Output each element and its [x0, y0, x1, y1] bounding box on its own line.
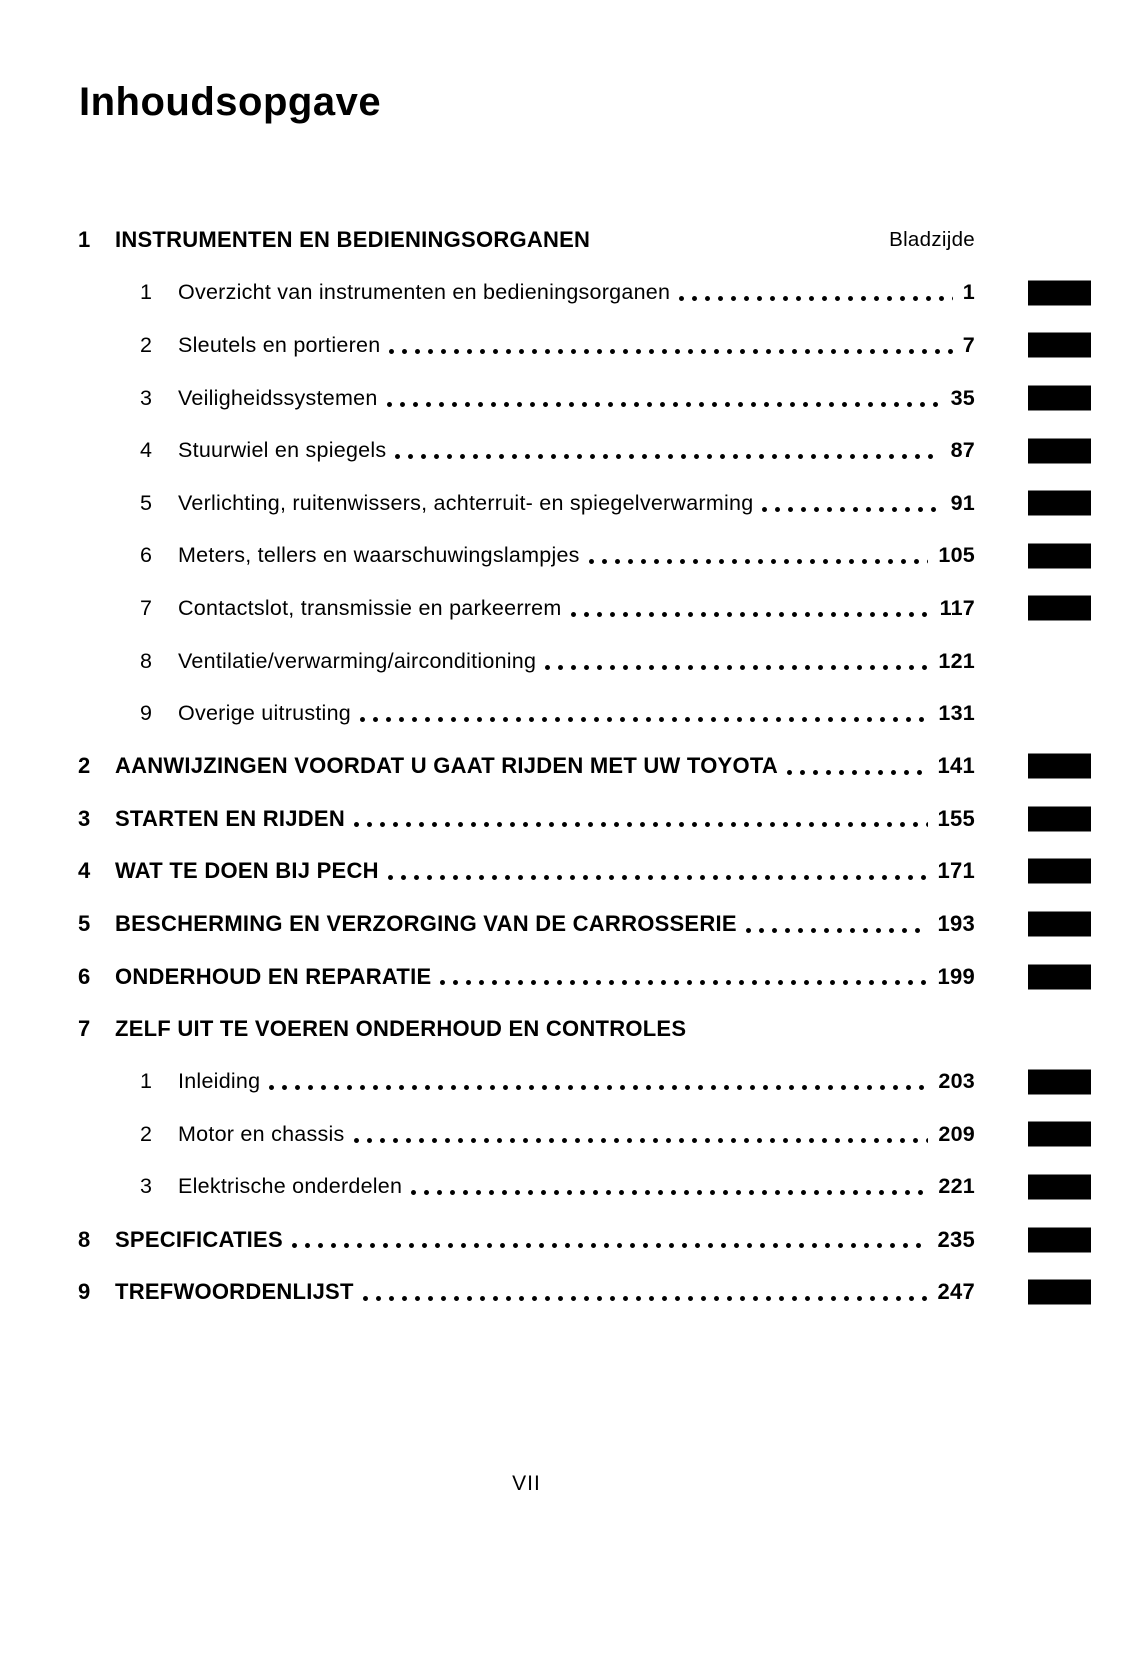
entry-label: ONDERHOUD EN REPARATIE [115, 963, 432, 989]
entry-label: Inleiding [178, 1069, 261, 1094]
entry-number: 3 [78, 805, 91, 831]
toc-entry [78, 1213, 975, 1266]
entry-label: Ventilatie/verwarming/airconditioning [178, 648, 537, 673]
index-tab-marker [1028, 964, 1091, 989]
entry-label: WAT TE DOEN BIJ PECH [115, 858, 379, 884]
leader-dots [388, 875, 928, 880]
entry-number: 1 [140, 1069, 153, 1094]
entry-page: 221 [938, 1174, 975, 1199]
entry-number: 8 [140, 648, 153, 673]
leader-dots [679, 296, 953, 301]
entry-page: 171 [937, 858, 975, 884]
entry-label: BESCHERMING EN VERZORGING VAN DE CARROSSERIE [115, 911, 737, 937]
entry-page: 131 [938, 701, 975, 726]
entry-number: 5 [78, 911, 91, 937]
toc-entry [78, 793, 975, 846]
index-tab-marker [1028, 754, 1091, 779]
entry-page: 35 [950, 385, 975, 410]
entry-page: 121 [938, 648, 975, 673]
leader-dots [440, 980, 927, 985]
leader-dots [387, 402, 941, 407]
entry-number: 4 [78, 858, 91, 884]
entry-number: 6 [140, 543, 153, 568]
toc-entry [78, 898, 975, 951]
index-tab-marker [1028, 1174, 1091, 1199]
entry-label: Stuurwiel en spiegels [178, 438, 387, 463]
leader-dots [571, 612, 930, 617]
entry-page: 193 [937, 911, 975, 937]
entry-number: 4 [140, 438, 153, 463]
toc-entry [78, 477, 975, 530]
toc-entry [78, 424, 975, 477]
entry-number: 2 [140, 1121, 153, 1146]
leader-dots [360, 717, 928, 722]
entry-label: Meters, tellers en waarschuwingslampjes [178, 543, 580, 568]
entry-page: 7 [962, 332, 975, 357]
toc-entry [78, 1056, 975, 1109]
toc-list [78, 214, 975, 1318]
entry-number: 9 [140, 701, 153, 726]
entry-number: 7 [140, 595, 153, 620]
index-tab-marker [1028, 280, 1091, 305]
index-tab-marker [1028, 859, 1091, 884]
entry-page: 117 [939, 595, 975, 620]
leader-dots [269, 1085, 928, 1090]
page-title: Inhoudsopgave [79, 80, 382, 124]
entry-label: SPECIFICATIES [115, 1226, 283, 1252]
entry-label: STARTEN EN RIJDEN [115, 805, 345, 831]
entry-label: INSTRUMENTEN EN BEDIENINGSORGANEN [115, 227, 591, 253]
toc-entry [78, 1108, 975, 1161]
toc-entry [78, 687, 975, 740]
leader-dots [746, 928, 928, 933]
entry-page: 155 [937, 805, 975, 831]
index-tab-marker [1028, 912, 1091, 937]
entry-label: Verlichting, ruitenwissers, achterruit- en spiegelverwarming [178, 490, 754, 515]
index-tab-marker [1028, 1122, 1091, 1147]
entry-label: AANWIJZINGEN VOORDAT U GAAT RIJDEN MET UW TOYOTA [115, 753, 779, 779]
leader-dots [389, 349, 952, 354]
toc-entry [78, 530, 975, 583]
leader-dots [411, 1190, 928, 1195]
index-tab-marker [1028, 386, 1091, 411]
toc-entry [78, 740, 975, 793]
entry-label: Sleutels en portieren [178, 332, 381, 357]
entry-number: 7 [78, 1016, 91, 1042]
entry-page: 235 [937, 1226, 975, 1252]
index-tab-marker [1028, 438, 1091, 463]
toc-entry [78, 1161, 975, 1214]
entry-number: 8 [78, 1226, 91, 1252]
entry-label: Elektrische onderdelen [178, 1174, 403, 1199]
index-tab-marker [1028, 1280, 1091, 1305]
entry-page: 91 [950, 490, 975, 515]
entry-number: 6 [78, 963, 91, 989]
entry-number: 9 [78, 1279, 91, 1305]
toc-entry [78, 582, 975, 635]
entry-label: ZELF UIT TE VOEREN ONDERHOUD EN CONTROLES [115, 1016, 687, 1042]
leader-dots [787, 770, 928, 775]
toc-entry [78, 319, 975, 372]
entry-label: Veiligheidssystemen [178, 385, 378, 410]
page-number-footer: VII [512, 1472, 541, 1495]
toc-entry [78, 1003, 975, 1056]
page-column-header: Bladzijde [889, 228, 975, 252]
leader-dots [363, 1296, 928, 1301]
leader-dots [545, 665, 928, 670]
index-tab-marker [1028, 596, 1091, 621]
entry-number: 2 [78, 753, 91, 779]
entry-page: 105 [938, 543, 975, 568]
entry-page: 87 [950, 438, 975, 463]
entry-page: 199 [937, 963, 975, 989]
entry-number: 1 [140, 280, 153, 305]
index-tab-marker [1028, 806, 1091, 831]
entry-number: 3 [140, 1174, 153, 1199]
entry-label: Contactslot, transmissie en parkeerrem [178, 595, 562, 620]
entry-number: 2 [140, 332, 153, 357]
entry-page: 209 [938, 1121, 975, 1146]
leader-dots [292, 1243, 928, 1248]
index-tab-marker [1028, 543, 1091, 568]
leader-dots [589, 559, 929, 564]
entry-page: 141 [937, 753, 975, 779]
toc-entry [78, 372, 975, 425]
entry-label: Overige uitrusting [178, 701, 351, 726]
entry-number: 1 [78, 227, 91, 253]
entry-number: 3 [140, 385, 153, 410]
index-tab-marker [1028, 1069, 1091, 1094]
entry-page: 203 [938, 1069, 975, 1094]
leader-dots [354, 1138, 929, 1143]
leader-dots [762, 507, 940, 512]
toc-entry [78, 950, 975, 1003]
toc-entry [78, 214, 975, 267]
leader-dots [354, 822, 928, 827]
entry-page: 247 [937, 1279, 975, 1305]
entry-label: Overzicht van instrumenten en bedieningsorganen [178, 280, 671, 305]
index-tab-marker [1028, 1227, 1091, 1252]
toc-entry [78, 267, 975, 320]
index-tab-marker [1028, 333, 1091, 358]
leader-dots [395, 454, 940, 459]
entry-label: TREFWOORDENLIJST [115, 1279, 354, 1305]
entry-page: 1 [962, 280, 975, 305]
toc-entry [78, 635, 975, 688]
toc-entry [78, 845, 975, 898]
entry-label: Motor en chassis [178, 1121, 345, 1146]
toc-entry [78, 1266, 975, 1319]
index-tab-marker [1028, 491, 1091, 516]
entry-number: 5 [140, 490, 153, 515]
